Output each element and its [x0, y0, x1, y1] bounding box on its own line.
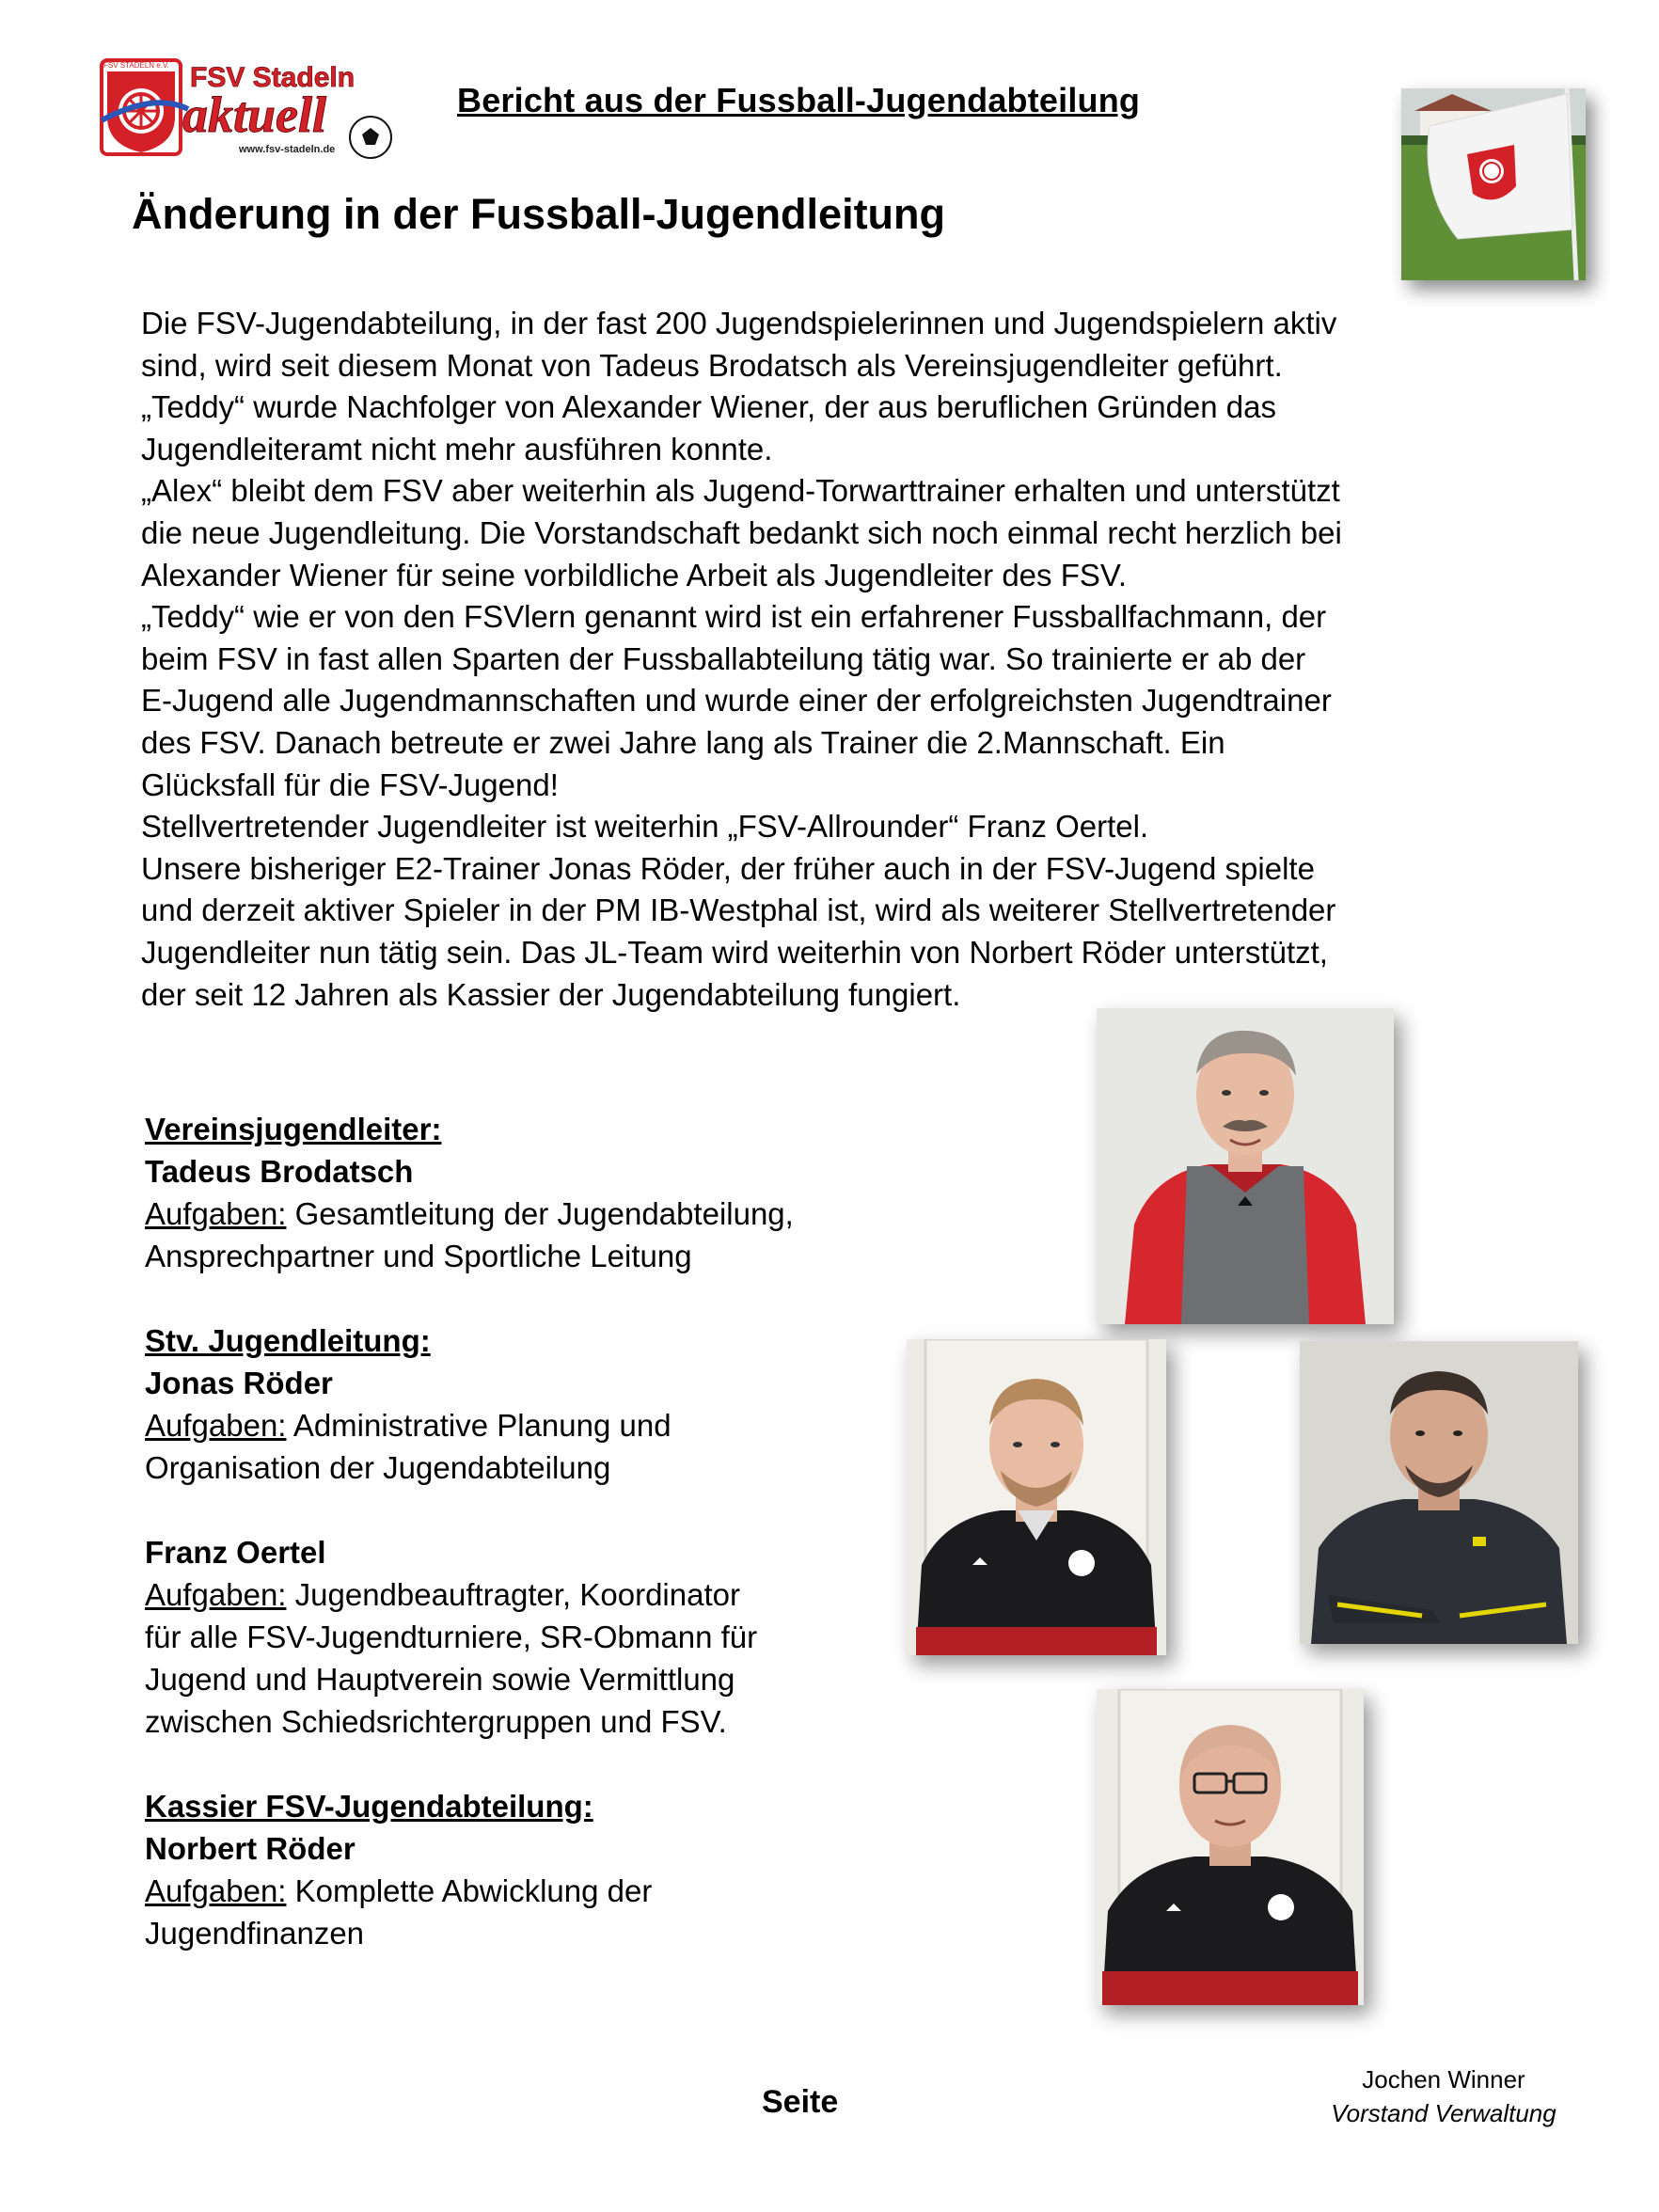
body-line: Glücksfall für die FSV-Jugend! — [141, 766, 559, 802]
page-label: Seite — [762, 2084, 839, 2120]
tasks-text: Jugendbeauftragter, Koordinator — [286, 1577, 740, 1612]
portrait-tadeus-brodatsch — [1097, 1008, 1394, 1324]
tasks-label: Aufgaben: — [145, 1577, 287, 1612]
body-line: Die FSV-Jugendabteilung, in der fast 200 Jugendspielerinnen und Jugendspielern aktiv — [141, 306, 1337, 340]
corner-flag-photo — [1401, 88, 1586, 280]
body-line: des FSV. Danach betreute er zwei Jahre lang als Trainer die 2.Mannschaft. Ein — [141, 724, 1225, 760]
role-name-tadeus: Tadeus Brodatsch — [145, 1154, 414, 1189]
body-line: Jugendleiteramt nicht mehr ausführen konnte. — [141, 431, 773, 466]
portrait-franz-oertel — [1300, 1341, 1578, 1644]
logo-seal-text: FSV STADELN e.V. — [103, 61, 169, 70]
body-line: „Alex“ bleibt dem FSV aber weiterhin als Jugend-Torwarttrainer erhalten und unterstützt — [141, 473, 1340, 509]
role-heading-vereinsjugendleiter: Vereinsjugendleiter: — [145, 1112, 442, 1146]
role-heading-kassier: Kassier FSV-Jugendabteilung: — [145, 1789, 593, 1824]
author-block — [1307, 2062, 1580, 2130]
role-tasks — [145, 1193, 916, 1235]
logo-url: www.fsv-stadeln.de — [239, 144, 336, 155]
body-line: Unsere bisheriger E2-Trainer Jonas Röder, der früher auch in der FSV-Jugend spielte — [141, 850, 1315, 886]
body-line: „Teddy“ wurde Nachfolger von Alexander Wiener, der aus beruflichen Gründen das — [141, 389, 1277, 425]
tasks-label: Aufgaben: — [145, 1196, 287, 1231]
role-name-jonas: Jonas Röder — [145, 1366, 333, 1400]
tasks-text: Jugendfinanzen — [145, 1916, 365, 1951]
body-line: und derzeit aktiver Spieler in der PM IB-Westphal ist, wird als weiterer Stellvertretender — [141, 893, 1336, 928]
role-heading-stv: Stv. Jugendleitung: — [145, 1323, 431, 1358]
tasks-label: Aufgaben: — [145, 1873, 287, 1908]
role-name-norbert: Norbert Röder — [145, 1831, 356, 1866]
body-line: Jugendleiter nun tätig sein. Das JL-Team wird weiterhin von Norbert Röder unterstützt, — [141, 934, 1328, 970]
article-body — [141, 303, 1514, 1016]
article-title: Änderung in der Fussball-Jugendleitung — [132, 190, 946, 238]
body-line: die neue Jugendleitung. Die Vorstandschaft bedankt sich noch einmal recht herzlich bei — [141, 514, 1342, 550]
tasks-text: Organisation der Jugendabteilung — [145, 1450, 611, 1485]
logo-club-name: FSV Stadeln — [190, 62, 356, 93]
portrait-norbert-roeder — [1097, 1689, 1364, 2005]
role-name-franz: Franz Oertel — [145, 1535, 326, 1570]
tasks-text: Administrative Planung und — [286, 1408, 672, 1443]
portrait-jonas-roeder — [907, 1339, 1166, 1655]
body-line: der seit 12 Jahren als Kassier der Jugendabteilung fungiert. — [141, 976, 961, 1012]
tasks-text: für alle FSV-Jugendturniere, SR-Obmann für — [145, 1620, 758, 1654]
body-line: Alexander Wiener für seine vorbildliche Arbeit als Jugendleiter des FSV. — [141, 557, 1128, 592]
body-line: beim FSV in fast allen Sparten der Fussballabteilung tätig war. So trainierte er ab der — [141, 640, 1306, 676]
report-heading: Bericht aus der Fussball-Jugendabteilung — [457, 81, 1141, 119]
role-tasks — [145, 1404, 916, 1446]
body-line: Stellvertretender Jugendleiter ist weiterhin „FSV-Allrounder“ Franz Oertel. — [141, 809, 1149, 845]
logo-word: aktuell — [182, 87, 327, 143]
role-tasks — [145, 1573, 916, 1616]
author-name: Jochen Winner — [1362, 2065, 1525, 2094]
tasks-text: Ansprechpartner und Sportliche Leitung — [145, 1239, 692, 1273]
roles-list — [145, 1108, 916, 1954]
tasks-text: zwischen Schiedsrichtergruppen und FSV. — [145, 1704, 727, 1739]
tasks-text: Gesamtleitung der Jugendabteilung, — [286, 1196, 794, 1231]
club-logo — [98, 55, 399, 164]
body-line: „Teddy“ wie er von den FSVlern genannt wird ist ein erfahrener Fussballfachmann, der — [141, 599, 1327, 635]
body-line: sind, wird seit diesem Monat von Tadeus Brodatsch als Vereinsjugendleiter geführt. — [141, 347, 1283, 383]
tasks-text: Jugend und Hauptverein sowie Vermittlung — [145, 1662, 735, 1697]
role-tasks — [145, 1870, 916, 1912]
body-line: E-Jugend alle Jugendmannschaften und wurde einer der erfolgreichsten Jugendtrainer — [141, 683, 1332, 719]
tasks-label: Aufgaben: — [145, 1408, 287, 1443]
author-role: Vorstand Verwaltung — [1331, 2099, 1556, 2127]
tasks-text: Komplette Abwicklung der — [286, 1873, 653, 1908]
